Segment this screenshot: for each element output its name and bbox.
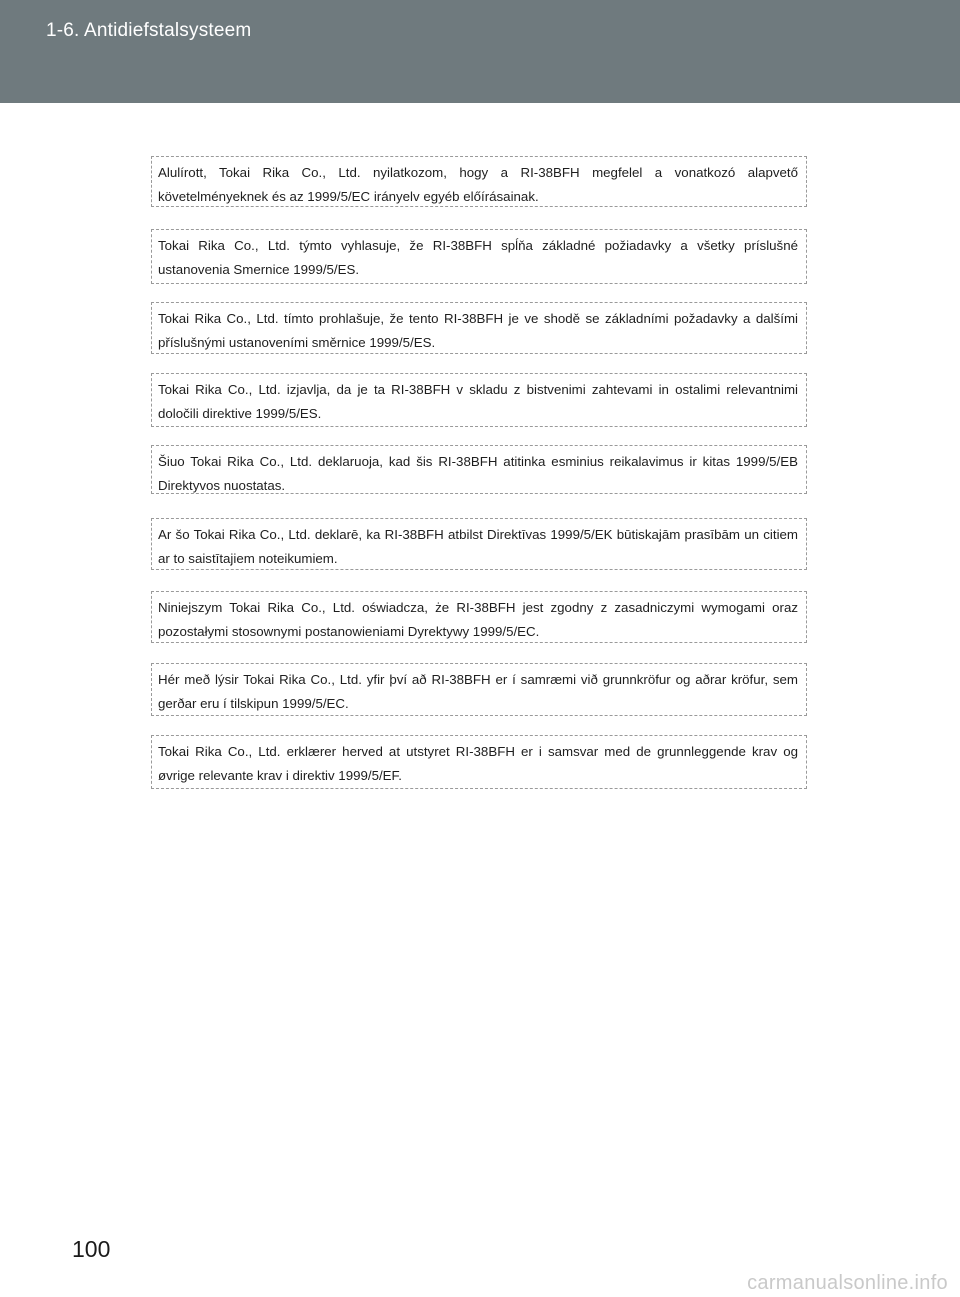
- declaration-text: Ar šo Tokai Rika Co., Ltd. deklarē, ka RI-38BFH atbilst Direktīvas 1999/5/EK būtiskajām prasībām un citiem ar to saistītajiem noteikumiem.: [158, 527, 798, 566]
- section-header-bar: [0, 0, 960, 103]
- declaration-block-czech: [151, 302, 807, 354]
- declaration-text: Tokai Rika Co., Ltd. izjavlja, da je ta RI-38BFH v skladu z bistvenimi zahtevami in ostalimi relevantnimi določili direktive 1999/5/ES.: [158, 382, 798, 421]
- declaration-text: Hér með lýsir Tokai Rika Co., Ltd. yfir því að RI-38BFH er í samræmi við grunnkröfur og aðrar kröfur, sem gerðar eru í tilskipun 1999/5/EC.: [158, 672, 798, 711]
- section-title: 1-6. Antidiefstalsysteem: [46, 20, 252, 41]
- declaration-block-polish: [151, 591, 807, 643]
- declaration-block-norwegian: [151, 735, 807, 789]
- declaration-block-icelandic: [151, 663, 807, 716]
- watermark: carmanualsonline.info: [747, 1272, 948, 1294]
- declaration-block-latvian: [151, 518, 807, 570]
- declaration-text: Šiuo Tokai Rika Co., Ltd. deklaruoja, kad šis RI-38BFH atitinka esminius reikalavimus ir kitas 1999/5/EB Direktyvos nuostatas.: [158, 454, 798, 493]
- declaration-block-slovak: [151, 229, 807, 284]
- declaration-text: Tokai Rika Co., Ltd. tímto prohlašuje, že tento RI-38BFH je ve shodě se základními požadavky a dalšími příslušnými ustanoveními směrnice 1999/5/ES.: [158, 311, 798, 350]
- declaration-block-slovenian: [151, 373, 807, 427]
- declaration-block-lithuanian: [151, 445, 807, 494]
- declaration-text: Tokai Rika Co., Ltd. erklærer herved at utstyret RI-38BFH er i samsvar med de grunnleggende krav og øvrige relevante krav i direktiv 1999/5/EF.: [158, 744, 798, 783]
- declaration-text: Niniejszym Tokai Rika Co., Ltd. oświadcza, że RI-38BFH jest zgodny z zasadniczymi wymogami oraz pozostałymi stosownymi postanowieniami Dyrektywy 1999/5/EC.: [158, 600, 798, 639]
- declaration-text: Tokai Rika Co., Ltd. týmto vyhlasuje, že RI-38BFH spĺňa základné požiadavky a všetky príslušné ustanovenia Smernice 1999/5/ES.: [158, 238, 798, 277]
- declaration-block-hungarian: [151, 156, 807, 207]
- page-number: 100: [72, 1236, 111, 1262]
- declaration-text: Alulírott, Tokai Rika Co., Ltd. nyilatkozom, hogy a RI-38BFH megfelel a vonatkozó alapvető követelményeknek és az 1999/5/EC irányelv egyéb előírásainak.: [158, 165, 798, 204]
